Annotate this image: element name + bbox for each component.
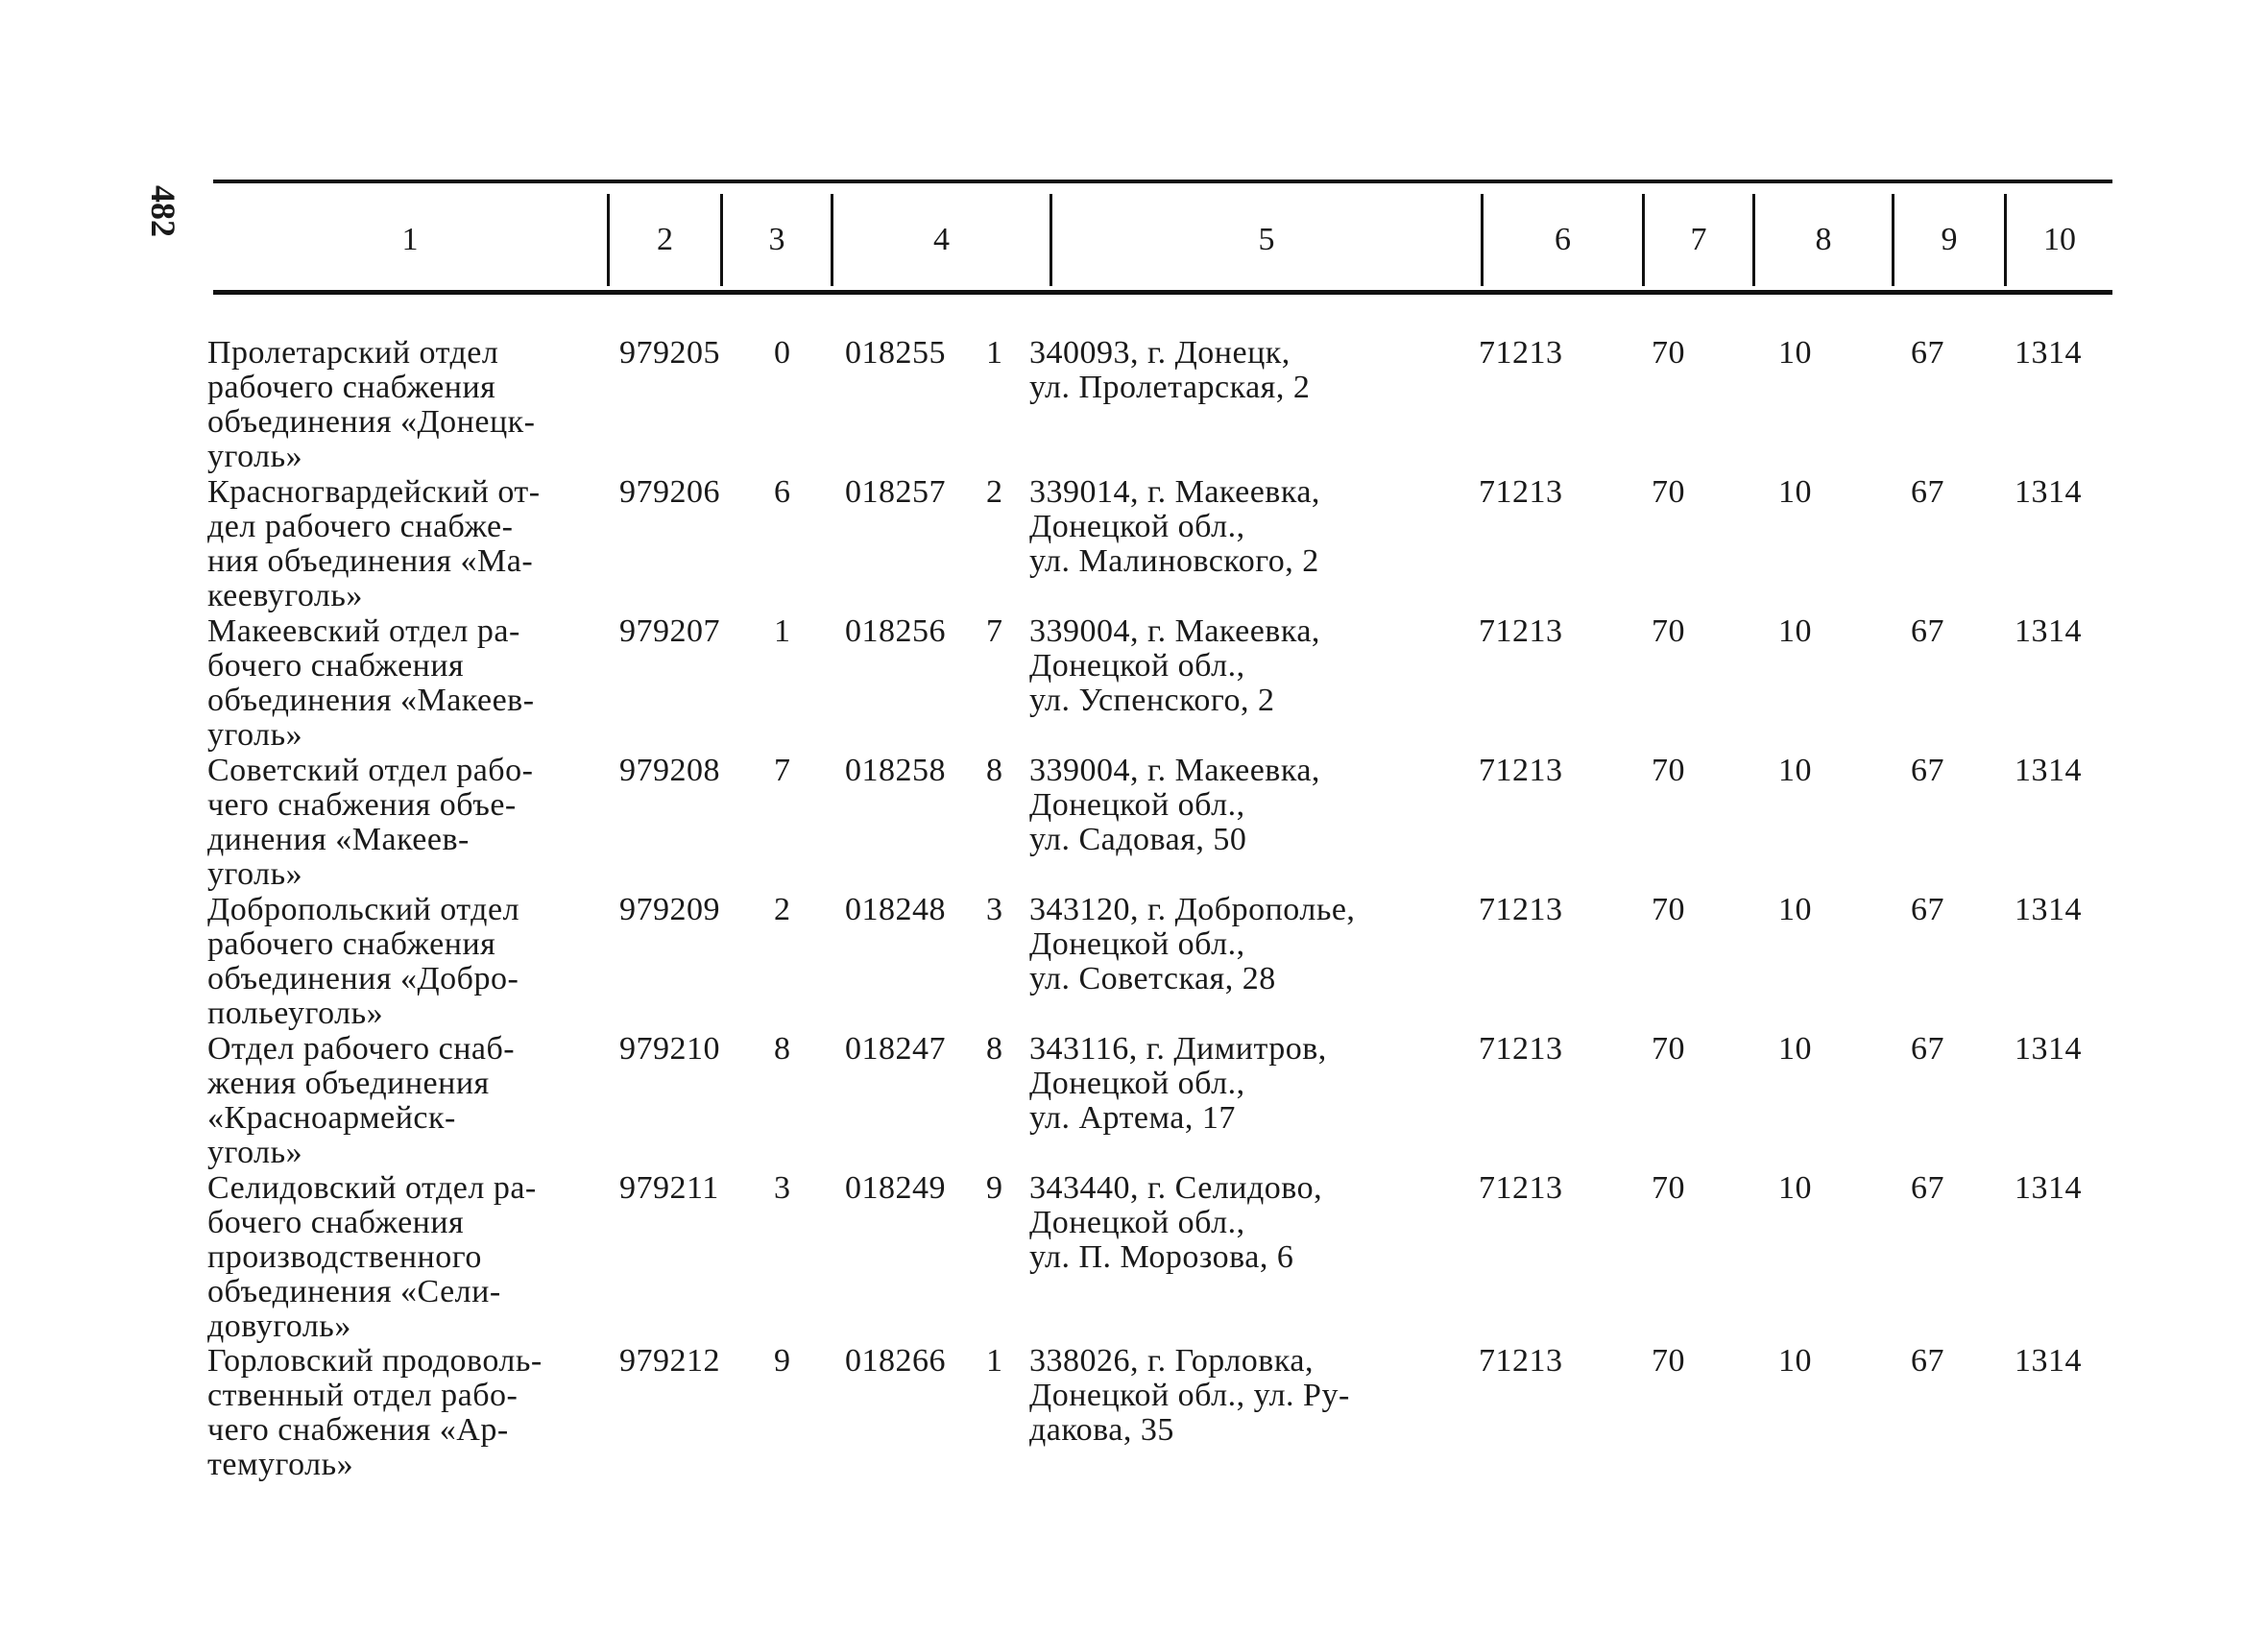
address-line: 343440, г. Селидово, <box>1029 1170 1323 1206</box>
address-line: Донецкой обл., <box>1029 926 1245 962</box>
cell-col7: 70 <box>1652 892 1685 927</box>
cell-col9: 67 <box>1911 613 1944 649</box>
name-line: Горловский продоволь- <box>207 1343 543 1379</box>
cell-col9: 67 <box>1911 474 1944 510</box>
cell-col3: 2 <box>774 892 791 927</box>
column-header-8: 8 <box>1815 222 1832 257</box>
address-line: 343116, г. Димитров, <box>1029 1031 1327 1067</box>
address <box>1029 1032 1442 1136</box>
address-line: Донецкой обл., ул. Ру- <box>1029 1378 1350 1413</box>
name-line: объединения «Добро- <box>207 961 519 996</box>
cell-col2: 979205 <box>619 335 720 371</box>
cell-col9: 67 <box>1911 892 1944 927</box>
name-line: бочего снабжения <box>207 1205 465 1240</box>
column-header-5: 5 <box>1258 222 1275 257</box>
cell-col8: 10 <box>1778 1343 1812 1379</box>
cell-col10: 1314 <box>2015 1170 2082 1206</box>
cell-col6: 71213 <box>1479 1170 1563 1206</box>
address-line: ул. Артема, 17 <box>1029 1100 1236 1136</box>
cell-col9: 67 <box>1911 1031 1944 1067</box>
cell-col10: 1314 <box>2015 753 2082 788</box>
cell-col8: 10 <box>1778 613 1812 649</box>
cell-col8: 10 <box>1778 1170 1812 1206</box>
name-line: дел рабочего снабже- <box>207 509 514 544</box>
address-line: 339014, г. Макеевка, <box>1029 474 1320 510</box>
address-line: Донецкой обл., <box>1029 787 1245 823</box>
name-line: Отдел рабочего снаб- <box>207 1031 516 1067</box>
address <box>1029 1171 1442 1275</box>
name-line: уголь» <box>207 717 303 753</box>
table-top-rule <box>213 180 2112 183</box>
cell-col4-check: 2 <box>986 474 1003 510</box>
column-header-3: 3 <box>768 222 785 257</box>
name-line: Селидовский отдел ра- <box>207 1170 537 1206</box>
address-line: ул. Успенского, 2 <box>1029 683 1275 718</box>
page-number: 482 <box>144 185 182 237</box>
column-header-4: 4 <box>933 222 950 257</box>
name-line: Пролетарский отдел <box>207 335 499 371</box>
address <box>1029 1344 1442 1448</box>
cell-col6: 71213 <box>1479 474 1563 510</box>
cell-col4: 018266 <box>845 1343 946 1379</box>
cell-col4: 018256 <box>845 613 946 649</box>
name-line: «Красноармейск- <box>207 1100 456 1136</box>
organization-name <box>207 1032 591 1170</box>
name-line: динения «Макеев- <box>207 822 470 857</box>
cell-col2: 979211 <box>619 1170 719 1206</box>
name-line: Макеевский отдел ра- <box>207 613 520 649</box>
column-header-1: 1 <box>401 222 419 257</box>
cell-col9: 67 <box>1911 335 1944 371</box>
name-line: чего снабжения объе- <box>207 787 517 823</box>
cell-col7: 70 <box>1652 335 1685 371</box>
cell-col4: 018247 <box>845 1031 946 1067</box>
cell-col10: 1314 <box>2015 613 2082 649</box>
name-line: рабочего снабжения <box>207 926 496 962</box>
name-line: Красногвардейский от- <box>207 474 541 510</box>
organization-name <box>207 893 591 1031</box>
cell-col8: 10 <box>1778 892 1812 927</box>
address-line: 339004, г. Макеевка, <box>1029 753 1320 788</box>
address-line: Донецкой обл., <box>1029 648 1245 684</box>
address-line: 338026, г. Горловка, <box>1029 1343 1314 1379</box>
column-header-7: 7 <box>1690 222 1707 257</box>
organization-name <box>207 336 591 474</box>
cell-col4-check: 8 <box>986 1031 1003 1067</box>
cell-col4: 018257 <box>845 474 946 510</box>
address-line: ул. Пролетарская, 2 <box>1029 370 1311 405</box>
cell-col7: 70 <box>1652 1031 1685 1067</box>
address-line: ул. Советская, 28 <box>1029 961 1276 996</box>
address-line: 343120, г. Доброполье, <box>1029 892 1356 927</box>
cell-col8: 10 <box>1778 1031 1812 1067</box>
name-line: производственного <box>207 1239 482 1275</box>
address-line: 340093, г. Донецк, <box>1029 335 1291 371</box>
address-line: Донецкой обл., <box>1029 1205 1245 1240</box>
cell-col4: 018258 <box>845 753 946 788</box>
cell-col3: 0 <box>774 335 791 371</box>
column-header-9: 9 <box>1941 222 1958 257</box>
name-line: объединения «Сели- <box>207 1274 501 1309</box>
cell-col2: 979209 <box>619 892 720 927</box>
address <box>1029 754 1442 857</box>
cell-col7: 70 <box>1652 1170 1685 1206</box>
cell-col6: 71213 <box>1479 335 1563 371</box>
name-line: Добропольский отдел <box>207 892 520 927</box>
cell-col7: 70 <box>1652 753 1685 788</box>
address <box>1029 893 1442 996</box>
cell-col2: 979212 <box>619 1343 720 1379</box>
cell-col8: 10 <box>1778 335 1812 371</box>
cell-col7: 70 <box>1652 474 1685 510</box>
name-line: уголь» <box>207 856 303 892</box>
name-line: темуголь» <box>207 1447 354 1482</box>
cell-col10: 1314 <box>2015 335 2082 371</box>
cell-col3: 8 <box>774 1031 791 1067</box>
cell-col8: 10 <box>1778 753 1812 788</box>
column-header-10: 10 <box>2043 222 2076 257</box>
cell-col4-check: 9 <box>986 1170 1003 1206</box>
cell-col4-check: 1 <box>986 335 1003 371</box>
name-line: уголь» <box>207 439 303 474</box>
cell-col6: 71213 <box>1479 892 1563 927</box>
name-line: ственный отдел рабо- <box>207 1378 519 1413</box>
cell-col3: 9 <box>774 1343 791 1379</box>
name-line: жения объединения <box>207 1066 490 1101</box>
cell-col9: 67 <box>1911 1170 1944 1206</box>
organization-name <box>207 614 591 753</box>
address-line: ул. Малиновского, 2 <box>1029 543 1319 579</box>
cell-col4: 018255 <box>845 335 946 371</box>
address-line: 339004, г. Макеевка, <box>1029 613 1320 649</box>
cell-col3: 3 <box>774 1170 791 1206</box>
address-line: ул. П. Морозова, 6 <box>1029 1239 1294 1275</box>
column-header-6: 6 <box>1555 222 1571 257</box>
cell-col6: 71213 <box>1479 613 1563 649</box>
cell-col3: 7 <box>774 753 791 788</box>
organization-name <box>207 1344 591 1482</box>
name-line: рабочего снабжения <box>207 370 496 405</box>
address-line: Донецкой обл., <box>1029 509 1245 544</box>
cell-col2: 979207 <box>619 613 720 649</box>
cell-col3: 1 <box>774 613 791 649</box>
address <box>1029 614 1442 718</box>
column-header-2: 2 <box>657 222 673 257</box>
cell-col2: 979210 <box>619 1031 720 1067</box>
address <box>1029 336 1442 405</box>
cell-col6: 71213 <box>1479 753 1563 788</box>
cell-col4-check: 7 <box>986 613 1003 649</box>
cell-col7: 70 <box>1652 1343 1685 1379</box>
name-line: объединения «Донецк- <box>207 404 536 440</box>
name-line: уголь» <box>207 1135 303 1170</box>
cell-col9: 67 <box>1911 1343 1944 1379</box>
name-line: чего снабжения «Ар- <box>207 1412 509 1448</box>
cell-col10: 1314 <box>2015 1031 2082 1067</box>
cell-col10: 1314 <box>2015 474 2082 510</box>
cell-col4: 018249 <box>845 1170 946 1206</box>
name-line: Советский отдел рабо- <box>207 753 534 788</box>
cell-col4-check: 3 <box>986 892 1003 927</box>
cell-col2: 979206 <box>619 474 720 510</box>
organization-name <box>207 1171 591 1344</box>
name-line: бочего снабжения <box>207 648 465 684</box>
cell-col8: 10 <box>1778 474 1812 510</box>
name-line: польеуголь» <box>207 996 384 1031</box>
cell-col6: 71213 <box>1479 1343 1563 1379</box>
cell-col3: 6 <box>774 474 791 510</box>
cell-col10: 1314 <box>2015 1343 2082 1379</box>
address <box>1029 475 1442 579</box>
cell-col4: 018248 <box>845 892 946 927</box>
cell-col4-check: 1 <box>986 1343 1003 1379</box>
cell-col10: 1314 <box>2015 892 2082 927</box>
name-line: объединения «Макеев- <box>207 683 535 718</box>
organization-name <box>207 754 591 892</box>
header-bottom-rule <box>213 290 2112 295</box>
organization-name <box>207 475 591 613</box>
cell-col9: 67 <box>1911 753 1944 788</box>
cell-col6: 71213 <box>1479 1031 1563 1067</box>
name-line: кеевуголь» <box>207 578 363 613</box>
cell-col2: 979208 <box>619 753 720 788</box>
address-line: Донецкой обл., <box>1029 1066 1245 1101</box>
address-line: дакова, 35 <box>1029 1412 1174 1448</box>
name-line: довуголь» <box>207 1308 351 1344</box>
address-line: ул. Садовая, 50 <box>1029 822 1247 857</box>
name-line: ния объединения «Ма- <box>207 543 534 579</box>
cell-col7: 70 <box>1652 613 1685 649</box>
cell-col4-check: 8 <box>986 753 1003 788</box>
